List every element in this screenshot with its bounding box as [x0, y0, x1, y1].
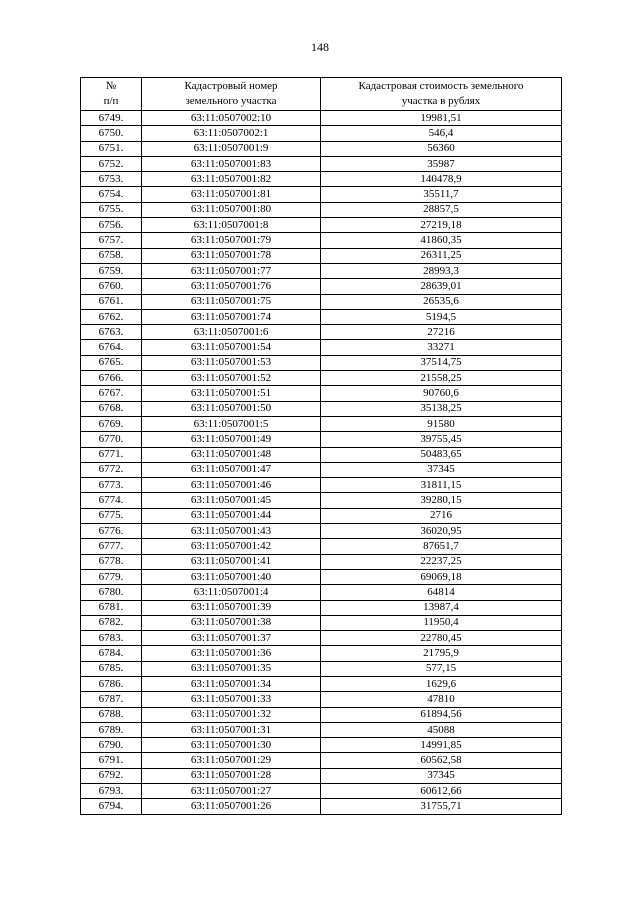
- cadastral-value-cell: 35138,25: [321, 401, 562, 416]
- table-row: [81, 202, 562, 217]
- table-row: [81, 493, 562, 508]
- cadastral-value-table: [80, 77, 562, 815]
- table-row: [81, 294, 562, 309]
- cadastral-value-cell: 28857,5: [321, 202, 562, 217]
- table-row: [81, 554, 562, 569]
- row-number-cell: 6754.: [81, 187, 142, 202]
- header-cadastral-line1: Кадастровый номер: [184, 80, 278, 92]
- table-row: [81, 371, 562, 386]
- row-number-cell: 6792.: [81, 768, 142, 783]
- cadastral-value-cell: 27216: [321, 325, 562, 340]
- table-row: [81, 279, 562, 294]
- row-number-cell: 6758.: [81, 248, 142, 263]
- table-row: [81, 187, 562, 202]
- row-number-cell: 6776.: [81, 524, 142, 539]
- table-header: [81, 78, 562, 111]
- table-row: [81, 248, 562, 263]
- table-row: [81, 569, 562, 584]
- row-number-cell: 6760.: [81, 279, 142, 294]
- row-number-cell: 6759.: [81, 263, 142, 278]
- row-number-cell: 6768.: [81, 401, 142, 416]
- cadastral-number-cell: 63:11:0507001:50: [142, 401, 321, 416]
- cadastral-value-cell: 50483,65: [321, 447, 562, 462]
- cadastral-value-cell: 2716: [321, 508, 562, 523]
- cadastral-number-cell: 63:11:0507001:26: [142, 799, 321, 814]
- table-row: [81, 401, 562, 416]
- cadastral-number-cell: 63:11:0507001:54: [142, 340, 321, 355]
- cadastral-number-cell: 63:11:0507001:33: [142, 692, 321, 707]
- row-number-cell: 6764.: [81, 340, 142, 355]
- cadastral-value-cell: 47810: [321, 692, 562, 707]
- page-number: 148: [311, 40, 329, 54]
- table-row: [81, 355, 562, 370]
- row-number-cell: 6774.: [81, 493, 142, 508]
- table-row: [81, 462, 562, 477]
- cadastral-number-cell: 63:11:0507001:49: [142, 432, 321, 447]
- cadastral-number-cell: 63:11:0507001:9: [142, 141, 321, 156]
- table-row: [81, 478, 562, 493]
- table-row: [81, 508, 562, 523]
- cadastral-number-cell: 63:11:0507001:35: [142, 661, 321, 676]
- cadastral-value-cell: 5194,5: [321, 309, 562, 324]
- table-row: [81, 111, 562, 126]
- cadastral-number-cell: 63:11:0507001:8: [142, 218, 321, 233]
- row-number-cell: 6763.: [81, 325, 142, 340]
- cadastral-value-cell: 87651,7: [321, 539, 562, 554]
- cadastral-number-cell: 63:11:0507001:34: [142, 676, 321, 691]
- cadastral-number-cell: 63:11:0507001:78: [142, 248, 321, 263]
- cadastral-number-cell: 63:11:0507001:37: [142, 631, 321, 646]
- table-row: [81, 340, 562, 355]
- cadastral-value-cell: 31755,71: [321, 799, 562, 814]
- cadastral-value-cell: 69069,18: [321, 569, 562, 584]
- row-number-cell: 6752.: [81, 156, 142, 171]
- cadastral-number-cell: 63:11:0507001:76: [142, 279, 321, 294]
- header-cadastral-line2: земельного участка: [185, 95, 277, 107]
- cadastral-value-cell: 61894,56: [321, 707, 562, 722]
- cadastral-number-cell: 63:11:0507001:36: [142, 646, 321, 661]
- cadastral-number-cell: 63:11:0507002:10: [142, 111, 321, 126]
- cadastral-number-cell: 63:11:0507001:46: [142, 478, 321, 493]
- cadastral-value-cell: 28993,3: [321, 263, 562, 278]
- table-row: [81, 172, 562, 187]
- cadastral-value-cell: 11950,4: [321, 615, 562, 630]
- cadastral-number-cell: 63:11:0507001:4: [142, 585, 321, 600]
- cadastral-number-cell: 63:11:0507001:79: [142, 233, 321, 248]
- header-number: [81, 78, 142, 111]
- row-number-cell: 6782.: [81, 615, 142, 630]
- row-number-cell: 6755.: [81, 202, 142, 217]
- table-row: [81, 707, 562, 722]
- cadastral-value-cell: 577,15: [321, 661, 562, 676]
- cadastral-number-cell: 63:11:0507001:38: [142, 615, 321, 630]
- row-number-cell: 6778.: [81, 554, 142, 569]
- table-body: [81, 111, 562, 815]
- cadastral-value-cell: 90760,6: [321, 386, 562, 401]
- row-number-cell: 6775.: [81, 508, 142, 523]
- cadastral-number-cell: 63:11:0507001:77: [142, 263, 321, 278]
- row-number-cell: 6784.: [81, 646, 142, 661]
- cadastral-value-cell: 35511,7: [321, 187, 562, 202]
- cadastral-value-cell: 35987: [321, 156, 562, 171]
- cadastral-value-cell: 36020,95: [321, 524, 562, 539]
- row-number-cell: 6757.: [81, 233, 142, 248]
- cadastral-number-cell: 63:11:0507001:44: [142, 508, 321, 523]
- row-number-cell: 6771.: [81, 447, 142, 462]
- cadastral-value-cell: 28639,01: [321, 279, 562, 294]
- row-number-cell: 6773.: [81, 478, 142, 493]
- table-row: [81, 386, 562, 401]
- row-number-cell: 6794.: [81, 799, 142, 814]
- cadastral-number-cell: 63:11:0507001:39: [142, 600, 321, 615]
- table-row: [81, 325, 562, 340]
- cadastral-value-cell: 31811,15: [321, 478, 562, 493]
- cadastral-number-cell: 63:11:0507001:47: [142, 462, 321, 477]
- cadastral-number-cell: 63:11:0507001:32: [142, 707, 321, 722]
- row-number-cell: 6785.: [81, 661, 142, 676]
- table-row: [81, 309, 562, 324]
- row-number-cell: 6788.: [81, 707, 142, 722]
- row-number-cell: 6761.: [81, 294, 142, 309]
- row-number-cell: 6787.: [81, 692, 142, 707]
- row-number-cell: 6783.: [81, 631, 142, 646]
- header-value-line1: Кадастровая стоимость земельного: [358, 80, 524, 92]
- table-row: [81, 692, 562, 707]
- row-number-cell: 6781.: [81, 600, 142, 615]
- cadastral-value-cell: 19981,51: [321, 111, 562, 126]
- table-row: [81, 156, 562, 171]
- cadastral-value-cell: 37345: [321, 462, 562, 477]
- table-row: [81, 631, 562, 646]
- table-row: [81, 432, 562, 447]
- cadastral-value-cell: 37345: [321, 768, 562, 783]
- table-row: [81, 600, 562, 615]
- cadastral-value-cell: 39280,15: [321, 493, 562, 508]
- header-row: [81, 78, 562, 111]
- row-number-cell: 6772.: [81, 462, 142, 477]
- cadastral-value-cell: 13987,4: [321, 600, 562, 615]
- cadastral-number-cell: 63:11:0507001:52: [142, 371, 321, 386]
- row-number-cell: 6791.: [81, 753, 142, 768]
- cadastral-number-cell: 63:11:0507001:31: [142, 722, 321, 737]
- cadastral-value-cell: 14991,85: [321, 738, 562, 753]
- row-number-cell: 6790.: [81, 738, 142, 753]
- cadastral-number-cell: 63:11:0507001:53: [142, 355, 321, 370]
- table-row: [81, 263, 562, 278]
- cadastral-number-cell: 63:11:0507001:81: [142, 187, 321, 202]
- row-number-cell: 6767.: [81, 386, 142, 401]
- table-row: [81, 784, 562, 799]
- cadastral-number-cell: 63:11:0507001:6: [142, 325, 321, 340]
- cadastral-value-cell: 140478,9: [321, 172, 562, 187]
- table-row: [81, 141, 562, 156]
- cadastral-number-cell: 63:11:0507002:1: [142, 126, 321, 141]
- row-number-cell: 6769.: [81, 416, 142, 431]
- cadastral-number-cell: 63:11:0507001:48: [142, 447, 321, 462]
- cadastral-number-cell: 63:11:0507001:74: [142, 309, 321, 324]
- table-row: [81, 799, 562, 814]
- row-number-cell: 6789.: [81, 722, 142, 737]
- table-row: [81, 233, 562, 248]
- row-number-cell: 6770.: [81, 432, 142, 447]
- cadastral-value-cell: 546,4: [321, 126, 562, 141]
- cadastral-number-cell: 63:11:0507001:75: [142, 294, 321, 309]
- cadastral-value-cell: 21795,9: [321, 646, 562, 661]
- cadastral-value-cell: 45088: [321, 722, 562, 737]
- cadastral-number-cell: 63:11:0507001:80: [142, 202, 321, 217]
- cadastral-value-cell: 1629,6: [321, 676, 562, 691]
- header-cadastral-value: [321, 78, 562, 111]
- cadastral-number-cell: 63:11:0507001:40: [142, 569, 321, 584]
- table-row: [81, 524, 562, 539]
- cadastral-number-cell: 63:11:0507001:30: [142, 738, 321, 753]
- cadastral-value-cell: 64814: [321, 585, 562, 600]
- row-number-cell: 6751.: [81, 141, 142, 156]
- row-number-cell: 6780.: [81, 585, 142, 600]
- cadastral-value-cell: 22780,45: [321, 631, 562, 646]
- cadastral-number-cell: 63:11:0507001:83: [142, 156, 321, 171]
- table-row: [81, 447, 562, 462]
- cadastral-value-cell: 27219,18: [321, 218, 562, 233]
- table-row: [81, 615, 562, 630]
- row-number-cell: 6753.: [81, 172, 142, 187]
- cadastral-value-cell: 56360: [321, 141, 562, 156]
- table-row: [81, 722, 562, 737]
- cadastral-number-cell: 63:11:0507001:29: [142, 753, 321, 768]
- table-row: [81, 661, 562, 676]
- row-number-cell: 6786.: [81, 676, 142, 691]
- table-row: [81, 218, 562, 233]
- table-row: [81, 753, 562, 768]
- cadastral-number-cell: 63:11:0507001:51: [142, 386, 321, 401]
- cadastral-value-cell: 21558,25: [321, 371, 562, 386]
- row-number-cell: 6750.: [81, 126, 142, 141]
- header-cadastral-number: [142, 78, 321, 111]
- table-row: [81, 646, 562, 661]
- cadastral-value-cell: 91580: [321, 416, 562, 431]
- row-number-cell: 6766.: [81, 371, 142, 386]
- cadastral-value-cell: 26311,25: [321, 248, 562, 263]
- table-row: [81, 738, 562, 753]
- table-row: [81, 585, 562, 600]
- cadastral-number-cell: 63:11:0507001:41: [142, 554, 321, 569]
- cadastral-number-cell: 63:11:0507001:27: [142, 784, 321, 799]
- cadastral-value-cell: 41860,35: [321, 233, 562, 248]
- row-number-cell: 6793.: [81, 784, 142, 799]
- table-row: [81, 676, 562, 691]
- header-number-line2: п/п: [103, 95, 119, 107]
- cadastral-number-cell: 63:11:0507001:45: [142, 493, 321, 508]
- cadastral-value-cell: 33271: [321, 340, 562, 355]
- cadastral-value-cell: 26535,6: [321, 294, 562, 309]
- cadastral-number-cell: 63:11:0507001:28: [142, 768, 321, 783]
- cadastral-number-cell: 63:11:0507001:42: [142, 539, 321, 554]
- cadastral-number-cell: 63:11:0507001:5: [142, 416, 321, 431]
- row-number-cell: 6756.: [81, 218, 142, 233]
- row-number-cell: 6762.: [81, 309, 142, 324]
- header-value-line2: участка в рублях: [401, 95, 481, 107]
- cadastral-number-cell: 63:11:0507001:82: [142, 172, 321, 187]
- table-row: [81, 539, 562, 554]
- header-number-line1: №: [105, 80, 117, 92]
- table-row: [81, 416, 562, 431]
- cadastral-value-cell: 37514,75: [321, 355, 562, 370]
- cadastral-value-cell: 22237,25: [321, 554, 562, 569]
- cadastral-value-cell: 60562,58: [321, 753, 562, 768]
- cadastral-value-cell: 60612,66: [321, 784, 562, 799]
- table-row: [81, 126, 562, 141]
- cadastral-value-cell: 39755,45: [321, 432, 562, 447]
- row-number-cell: 6765.: [81, 355, 142, 370]
- row-number-cell: 6777.: [81, 539, 142, 554]
- row-number-cell: 6749.: [81, 111, 142, 126]
- table-row: [81, 768, 562, 783]
- row-number-cell: 6779.: [81, 569, 142, 584]
- cadastral-number-cell: 63:11:0507001:43: [142, 524, 321, 539]
